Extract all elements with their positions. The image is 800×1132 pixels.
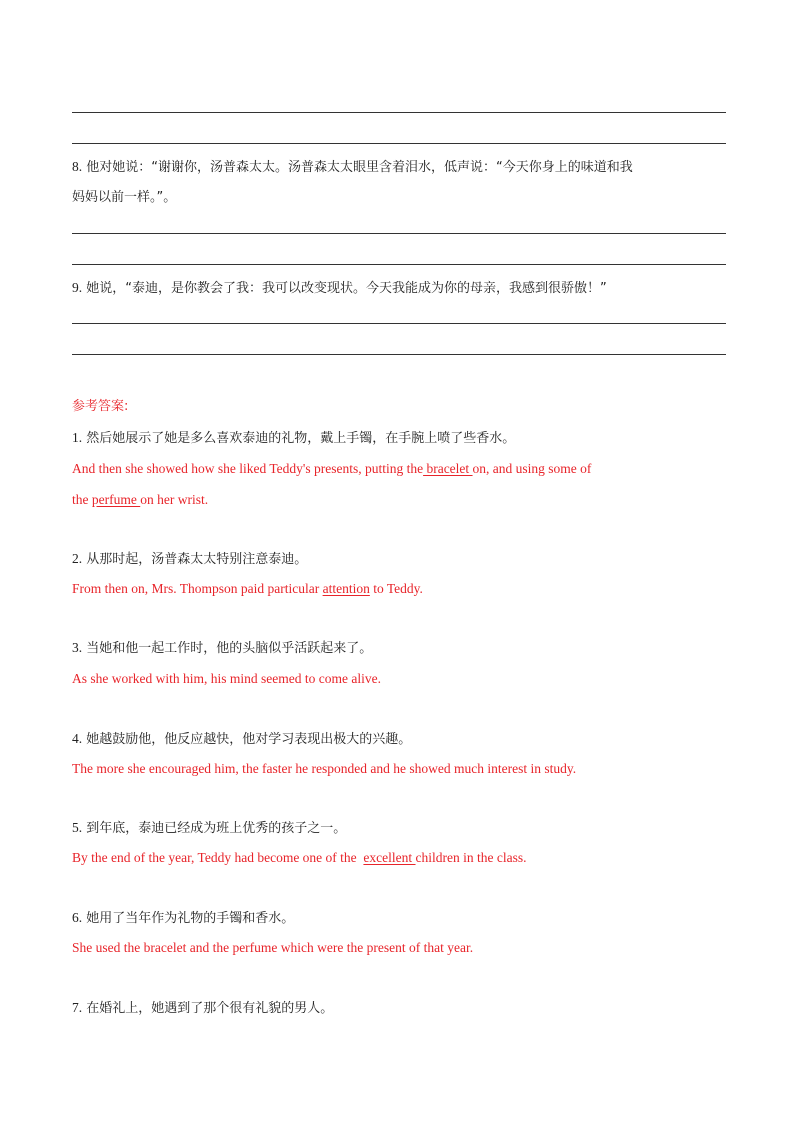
question-8-line-2: 妈妈以前一样。”。 (72, 190, 177, 205)
answer-number: 5. (72, 820, 83, 835)
chinese-sentence: 她用了当年作为礼物的手镯和香水。 (86, 911, 295, 926)
answer-4-english: The more she encouraged him, the faster he responded and he showed much interest in study. (72, 761, 577, 776)
answer-line (72, 143, 726, 144)
answer-2-chinese (72, 549, 732, 570)
answer-line (72, 112, 726, 113)
filled-blank: perfume (91, 492, 141, 507)
filled-blank: excellent (363, 850, 416, 865)
answers-heading: 参考答案: (72, 399, 129, 414)
answer-7-chinese (72, 998, 732, 1019)
answer-5-chinese (72, 818, 732, 839)
english-text: And then she showed how she liked Teddy's presents, putting the (72, 461, 424, 476)
answer-line (72, 264, 726, 265)
answer-5-english (72, 848, 732, 868)
english-text: By the end of the year, Teddy had become one of the (72, 850, 364, 865)
answer-line (72, 233, 726, 234)
english-text: on, and using some of (472, 461, 592, 476)
chinese-sentence: 她越鼓励他，他反应越快，他对学习表现出极大的兴趣。 (86, 732, 412, 747)
english-text: to Teddy. (369, 581, 423, 596)
answer-number: 3. (72, 640, 83, 655)
english-text: children in the class. (415, 850, 527, 865)
answer-1-english-line-2 (72, 490, 732, 510)
answer-4-chinese (72, 729, 732, 750)
answer-2-english (72, 579, 732, 599)
question-text: 他对她说：“谢谢你，汤普森太太。汤普森太太眼里含着泪水，低声说：“今天你身上的味道和我 (86, 160, 633, 175)
answer-3-chinese (72, 638, 732, 659)
chinese-sentence: 从那时起，汤普森太太特别注意泰迪。 (86, 552, 308, 567)
answer-number: 4. (72, 731, 83, 746)
question-8-line-1 (72, 157, 732, 178)
filled-blank: attention (322, 581, 370, 596)
answer-number: 1. (72, 430, 83, 445)
english-text: on her wrist. (140, 492, 209, 507)
answer-1-chinese (72, 428, 732, 449)
question-number: 8. (72, 159, 83, 174)
answer-number: 6. (72, 910, 83, 925)
chinese-sentence: 然后她展示了她是多么喜欢泰迪的礼物，戴上手镯，在手腕上喷了些香水。 (86, 431, 516, 446)
question-number: 9. (72, 280, 83, 295)
answer-3-english: As she worked with him, his mind seemed to come alive. (72, 671, 381, 686)
answer-number: 7. (72, 1000, 83, 1015)
answer-number: 2. (72, 551, 83, 566)
english-text: From then on, Mrs. Thompson paid particular (72, 581, 323, 596)
answer-1-english-line-1 (72, 459, 732, 479)
chinese-sentence: 在婚礼上，她遇到了那个很有礼貌的男人。 (86, 1001, 334, 1016)
chinese-sentence: 当她和他一起工作时，他的头脑似乎活跃起来了。 (86, 641, 373, 656)
question-9 (72, 278, 732, 299)
answer-6-chinese (72, 908, 732, 929)
answer-line (72, 323, 726, 324)
filled-blank: bracelet (423, 461, 473, 476)
answer-line (72, 354, 726, 355)
question-text: 她说，“泰迪，是你教会了我：我可以改变现状。今天我能成为你的母亲，我感到很骄傲！” (86, 281, 607, 296)
english-text: the (72, 492, 92, 507)
answer-6-english: She used the bracelet and the perfume which were the present of that year. (72, 940, 474, 955)
chinese-sentence: 到年底，泰迪已经成为班上优秀的孩子之一。 (86, 821, 347, 836)
